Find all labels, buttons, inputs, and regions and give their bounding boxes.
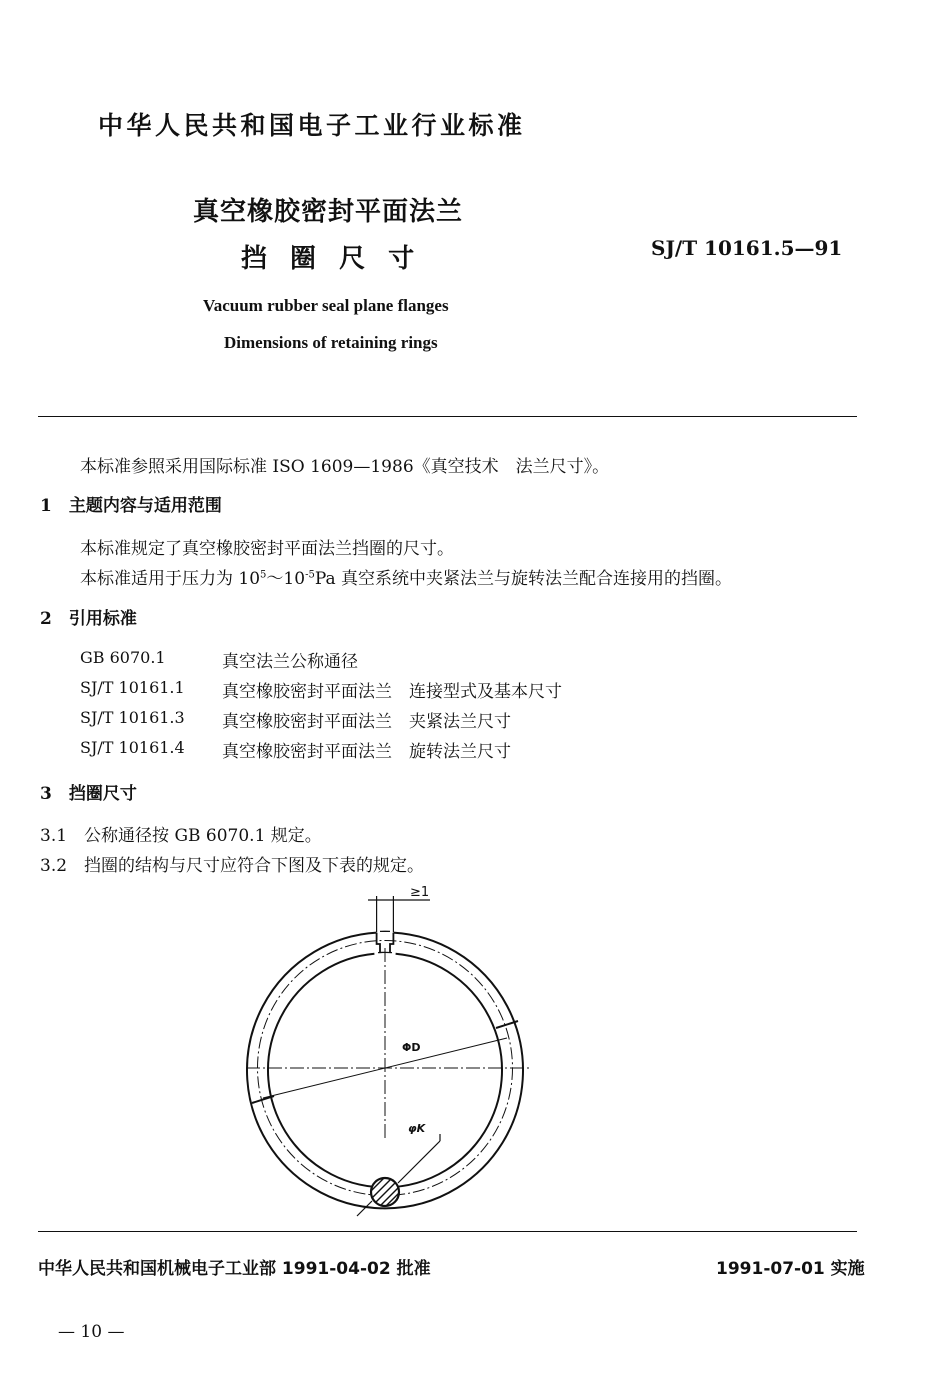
retaining-ring-figure [230, 872, 540, 1222]
wire-diameter-label: φK [408, 1122, 426, 1135]
ring-gap-left [377, 933, 380, 953]
ref-name: 真空橡胶密封平面法兰 旋转法兰尺寸 [222, 742, 511, 762]
ref-code: SJ/T 10161.3 [80, 708, 185, 727]
section-2-heading: 2 引用标准 [40, 609, 137, 629]
ref-name: 真空橡胶密封平面法兰 连接型式及基本尺寸 [222, 682, 562, 702]
ref-code: GB 6070.1 [80, 648, 166, 667]
organization-title: 中华人民共和国电子工业行业标准 [98, 111, 526, 140]
intro-paragraph: 本标准参照采用国际标准 ISO 1609—1986《真空技术 法兰尺寸》。 [80, 457, 610, 477]
ring-gap-right [390, 933, 393, 953]
gap-dimension-label: ≥1 [410, 885, 430, 900]
standard-title-en: Vacuum rubber seal plane flanges [203, 296, 449, 315]
standard-subtitle-cn: 挡 圈 尺 寸 [241, 244, 415, 274]
ref-code: SJ/T 10161.1 [80, 678, 185, 697]
diameter-label: ΦD [402, 1041, 421, 1054]
approval-line: 中华人民共和国机械电子工业部 1991-04-02 批准 [38, 1259, 431, 1279]
section-1-paragraph-2: 本标准适用于压力为 $10^5\sim 10^{-5}Pa$ 真空系统中夹紧法兰与旋转法兰配合连接用的挡圈。 [80, 569, 733, 589]
implementation-date: 1991-07-01 实施 [716, 1259, 865, 1279]
page-number: — 10 — [58, 1322, 125, 1342]
section-3-item-1: 3.1 公称通径按 GB 6070.1 规定。 [40, 826, 322, 846]
standard-title-cn: 真空橡胶密封平面法兰 [193, 197, 464, 227]
section-3-item-2: 3.2 挡圈的结构与尺寸应符合下图及下表的规定。 [40, 856, 425, 876]
ref-name: 真空橡胶密封平面法兰 夹紧法兰尺寸 [222, 712, 511, 732]
standard-subtitle-en: Dimensions of retaining rings [224, 333, 438, 352]
ref-code: SJ/T 10161.4 [80, 738, 185, 757]
ref-name: 真空法兰公称通径 [222, 652, 358, 672]
section-3-heading: 3 挡圈尺寸 [40, 784, 137, 804]
header-divider [38, 416, 857, 417]
footer-divider [38, 1231, 857, 1232]
section-1-heading: 1 主题内容与适用范围 [40, 496, 222, 516]
section-1-paragraph-1: 本标准规定了真空橡胶密封平面法兰挡圈的尺寸。 [80, 539, 454, 559]
standard-number: SJ/T 10161.5—91 [651, 236, 843, 260]
